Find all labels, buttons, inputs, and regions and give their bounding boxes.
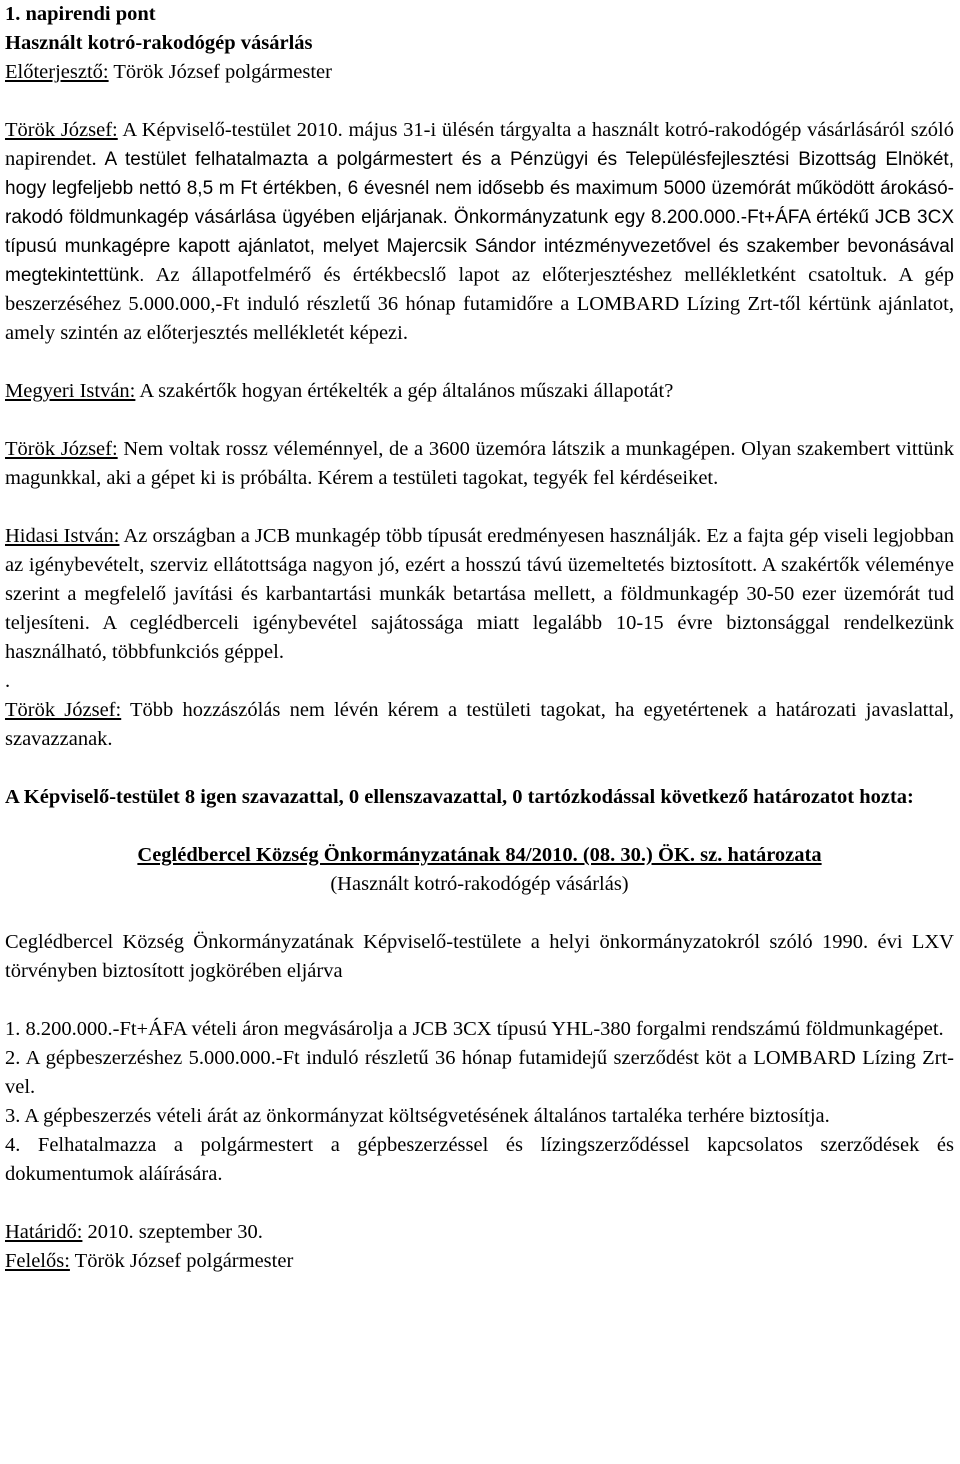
speaker-label: Török József: <box>5 699 122 721</box>
responsible-label: Felelős: <box>5 1250 70 1272</box>
speaker-label: Hidasi István: <box>5 525 120 547</box>
spacer <box>5 348 954 377</box>
vote-result: A Képviselő-testület 8 igen szavazattal, 0 ellenszavazattal, 0 tartózkodással következő határozatot hozta: <box>5 786 914 808</box>
spacer <box>5 1189 954 1218</box>
spacer <box>5 899 954 928</box>
resolution-item: 1. 8.200.000.-Ft+ÁFA vételi áron megvásárolja a JCB 3CX típusú YHL-380 forgalmi rendszámú földmunkagépet. <box>5 1018 944 1040</box>
deadline-label: Határidő: <box>5 1221 83 1243</box>
presenter-label: Előterjesztő: <box>5 61 109 83</box>
spacer <box>5 87 954 116</box>
speaker-label: Megyeri István: <box>5 380 136 402</box>
resolution-item: 2. A gépbeszerzéshez 5.000.000.-Ft induló részletű 36 hónap futamidejű szerződést köt a LOMBARD Lízing Zrt-vel. <box>5 1047 954 1098</box>
resolution-item: 4. Felhatalmazza a polgármestert a gépbeszerzéssel és lízingszerződéssel kapcsolatos szerződések és dokumentumok aláírására. <box>5 1134 954 1185</box>
deadline-line <box>5 1218 954 1247</box>
resolution-preamble: Ceglédbercel Község Önkormányzatának Képviselő-testülete a helyi önkormányzatokról szóló 1990. évi LXV törvényben biztosított jogkörében eljárva <box>5 931 954 982</box>
question-paragraph <box>5 377 954 406</box>
intro-text-1: A Képviselő-testület 2010. május 31-i ülésén tárgyalta a használt kotró-rakodógép vásárlásáról szóló napirendet. <box>5 119 954 170</box>
closing-paragraph <box>5 696 954 754</box>
agenda-item-title: Használt kotró-rakodógép vásárlás <box>5 32 313 54</box>
spacer <box>5 986 954 1015</box>
comment-text: Az országban a JCB munkagép több típusát eredményesen használják. Ez a fajta gép viseli legjobban az igénybevételt, szerviz ellátottsága nagyon jó, ezért a hosszú távú üzemeltetés biztosított. A szakértők véleménye szerint a megfelelő javítási és karbantartási munkák betartása mellett, a földmunkagép 30-50 ezer üzemórát tud teljesíteni. A ceglédberceli igénybevétel sajátossága miatt legalább 10-15 évre biztonsággal rendelkezünk használható, többfunkciós géppel. <box>5 525 954 663</box>
responsible-line <box>5 1247 954 1276</box>
answer-paragraph <box>5 435 954 493</box>
intro-paragraph <box>5 116 954 348</box>
intro-text-3: Az állapotfelmérő és értékbecslő lapot az előterjesztéshez mellékletként csatoltuk. A gép beszerzéséhez 5.000.000,-Ft induló részletű 36 hónap futamidőre a LOMBARD Lízing Zrt-től kértünk ajánlatot, amely szintén az előterjesztés mellékletét képezi. <box>5 264 954 344</box>
resolution-item: 3. A gépbeszerzés vételi árát az önkormányzat költségvetésének általános tartaléka terhére biztosítja. <box>5 1105 830 1127</box>
resolution-title: Ceglédbercel Község Önkormányzatának 84/2010. (08. 30.) ÖK. sz. határozata <box>137 844 822 866</box>
intro-text-2: A testület felhatalmazta a polgármestert és a Pénzügyi és Településfejlesztési Bizottság Elnökét, hogy legfeljebb nettó 8,5 m Ft értékben, 6 évesnél nem idősebb és maximum 5000 üzemórát működött árokásó-rakodó földmunkagép vásárlása ügyében eljárjanak. Önkormányzatunk egy 8.200.000.-Ft+ÁFA értékű JCB 3CX típusú munkagépre kapott ajánlatot, melyet Majercsik Sándor intézményvezetővel és szakember bevonásával megtekintettünk. <box>5 149 954 286</box>
comment-paragraph <box>5 522 954 667</box>
presenter-line <box>5 58 954 87</box>
deadline-value: 2010. szeptember 30. <box>82 1221 263 1243</box>
spacer <box>5 812 954 841</box>
speaker-label: Török József: <box>5 119 118 141</box>
presenter-name: Török József polgármester <box>108 61 332 83</box>
spacer <box>5 406 954 435</box>
answer-text: Nem voltak rossz véleménnyel, de a 3600 üzemóra látszik a munkagépen. Olyan szakembert vittünk magunkkal, aki a gépet ki is próbálta. Kérem a testületi tagokat, tegyék fel kérdéseiket. <box>5 438 954 489</box>
spacer <box>5 754 954 783</box>
question-text: A szakértők hogyan értékelték a gép általános műszaki állapotát? <box>135 380 674 402</box>
resolution-subtitle: (Használt kotró-rakodógép vásárlás) <box>330 873 629 895</box>
speaker-label: Török József: <box>5 438 118 460</box>
spacer <box>5 493 954 522</box>
agenda-item-number: 1. napirendi pont <box>5 3 156 25</box>
dot-line: . <box>5 670 11 692</box>
responsible-value: Török József polgármester <box>69 1250 294 1272</box>
closing-text: Több hozzászólás nem lévén kérem a testületi tagokat, ha egyetértenek a határozati javaslattal, szavazzanak. <box>5 699 954 750</box>
